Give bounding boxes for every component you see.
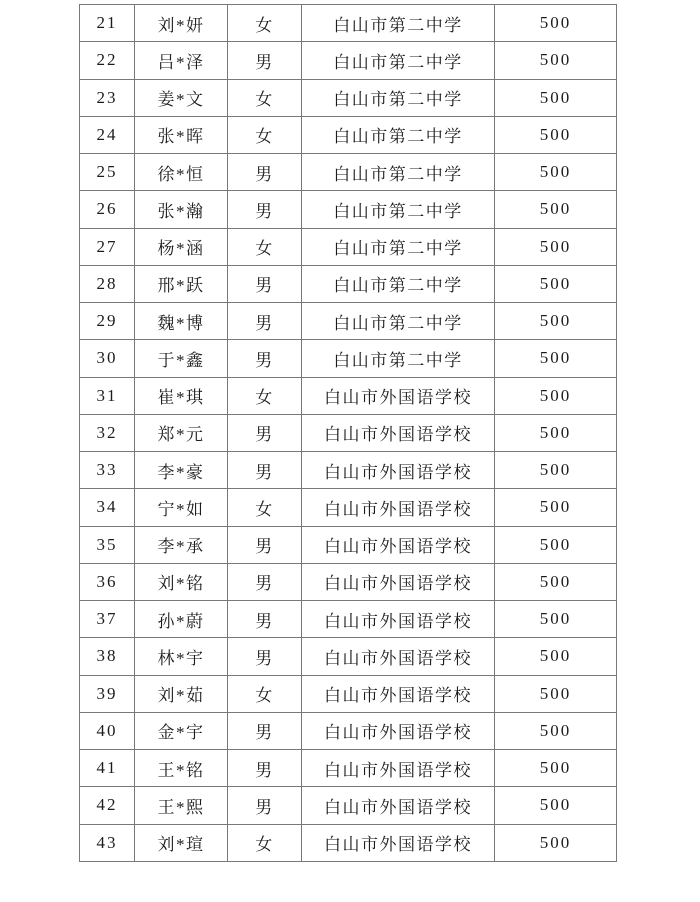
cell-index: 29 <box>80 303 135 340</box>
table-row <box>80 228 617 265</box>
cell-school: 白山市外国语学校 <box>302 563 495 600</box>
cell-index: 33 <box>80 452 135 489</box>
cell-gender: 女 <box>228 79 302 116</box>
cell-school: 白山市第二中学 <box>302 228 495 265</box>
table-row <box>80 340 617 377</box>
cell-index: 43 <box>80 824 135 861</box>
table-row <box>80 303 617 340</box>
cell-school: 白山市外国语学校 <box>302 377 495 414</box>
table-row <box>80 414 617 451</box>
cell-school: 白山市外国语学校 <box>302 750 495 787</box>
table-row <box>80 377 617 414</box>
cell-gender: 女 <box>228 489 302 526</box>
cell-gender: 女 <box>228 228 302 265</box>
cell-school: 白山市外国语学校 <box>302 638 495 675</box>
cell-school: 白山市第二中学 <box>302 340 495 377</box>
table-row <box>80 638 617 675</box>
cell-amount: 500 <box>495 5 617 42</box>
cell-amount: 500 <box>495 116 617 153</box>
cell-index: 42 <box>80 787 135 824</box>
cell-school: 白山市外国语学校 <box>302 712 495 749</box>
cell-gender: 男 <box>228 191 302 228</box>
cell-name: 邢*跃 <box>135 265 228 302</box>
cell-school: 白山市第二中学 <box>302 265 495 302</box>
cell-index: 25 <box>80 154 135 191</box>
cell-school: 白山市外国语学校 <box>302 489 495 526</box>
cell-gender: 女 <box>228 824 302 861</box>
cell-school: 白山市外国语学校 <box>302 824 495 861</box>
cell-gender: 男 <box>228 303 302 340</box>
cell-school: 白山市第二中学 <box>302 116 495 153</box>
cell-amount: 500 <box>495 79 617 116</box>
table-row <box>80 563 617 600</box>
cell-name: 李*豪 <box>135 452 228 489</box>
cell-index: 40 <box>80 712 135 749</box>
table-row <box>80 452 617 489</box>
cell-name: 吕*泽 <box>135 42 228 79</box>
table-row <box>80 154 617 191</box>
cell-school: 白山市第二中学 <box>302 5 495 42</box>
cell-name: 孙*蔚 <box>135 601 228 638</box>
table-row <box>80 191 617 228</box>
cell-school: 白山市外国语学校 <box>302 526 495 563</box>
table-row <box>80 787 617 824</box>
cell-amount: 500 <box>495 340 617 377</box>
cell-name: 姜*文 <box>135 79 228 116</box>
cell-amount: 500 <box>495 712 617 749</box>
cell-school: 白山市第二中学 <box>302 42 495 79</box>
cell-index: 34 <box>80 489 135 526</box>
cell-index: 21 <box>80 5 135 42</box>
cell-school: 白山市外国语学校 <box>302 787 495 824</box>
cell-name: 张*晖 <box>135 116 228 153</box>
table-row <box>80 79 617 116</box>
cell-index: 37 <box>80 601 135 638</box>
cell-index: 35 <box>80 526 135 563</box>
cell-gender: 女 <box>228 675 302 712</box>
cell-name: 宁*如 <box>135 489 228 526</box>
cell-gender: 男 <box>228 712 302 749</box>
cell-index: 32 <box>80 414 135 451</box>
table-row <box>80 824 617 861</box>
table-row <box>80 116 617 153</box>
cell-school: 白山市第二中学 <box>302 79 495 116</box>
cell-school: 白山市外国语学校 <box>302 452 495 489</box>
cell-gender: 男 <box>228 787 302 824</box>
cell-amount: 500 <box>495 601 617 638</box>
cell-amount: 500 <box>495 638 617 675</box>
cell-name: 王*铭 <box>135 750 228 787</box>
cell-name: 金*宇 <box>135 712 228 749</box>
table-body <box>80 5 617 862</box>
cell-amount: 500 <box>495 787 617 824</box>
table-row <box>80 712 617 749</box>
cell-gender: 女 <box>228 377 302 414</box>
cell-amount: 500 <box>495 489 617 526</box>
cell-name: 刘*茹 <box>135 675 228 712</box>
cell-index: 36 <box>80 563 135 600</box>
cell-amount: 500 <box>495 526 617 563</box>
cell-name: 郑*元 <box>135 414 228 451</box>
cell-gender: 男 <box>228 265 302 302</box>
cell-index: 24 <box>80 116 135 153</box>
cell-school: 白山市第二中学 <box>302 154 495 191</box>
cell-amount: 500 <box>495 265 617 302</box>
cell-name: 崔*琪 <box>135 377 228 414</box>
cell-school: 白山市外国语学校 <box>302 675 495 712</box>
cell-amount: 500 <box>495 563 617 600</box>
cell-amount: 500 <box>495 42 617 79</box>
cell-amount: 500 <box>495 154 617 191</box>
cell-gender: 男 <box>228 638 302 675</box>
cell-name: 刘*瑄 <box>135 824 228 861</box>
cell-school: 白山市外国语学校 <box>302 414 495 451</box>
table-row <box>80 750 617 787</box>
cell-index: 26 <box>80 191 135 228</box>
cell-name: 于*鑫 <box>135 340 228 377</box>
cell-gender: 女 <box>228 116 302 153</box>
cell-gender: 男 <box>228 526 302 563</box>
cell-index: 41 <box>80 750 135 787</box>
cell-school: 白山市外国语学校 <box>302 601 495 638</box>
cell-name: 刘*铭 <box>135 563 228 600</box>
cell-index: 28 <box>80 265 135 302</box>
cell-name: 王*熙 <box>135 787 228 824</box>
cell-index: 30 <box>80 340 135 377</box>
table-row <box>80 601 617 638</box>
cell-name: 李*承 <box>135 526 228 563</box>
table-row <box>80 5 617 42</box>
cell-index: 27 <box>80 228 135 265</box>
cell-gender: 男 <box>228 750 302 787</box>
cell-index: 23 <box>80 79 135 116</box>
cell-gender: 女 <box>228 5 302 42</box>
cell-name: 徐*恒 <box>135 154 228 191</box>
table-row <box>80 265 617 302</box>
cell-school: 白山市第二中学 <box>302 303 495 340</box>
cell-amount: 500 <box>495 675 617 712</box>
cell-school: 白山市第二中学 <box>302 191 495 228</box>
table-row <box>80 526 617 563</box>
table-row <box>80 42 617 79</box>
cell-name: 杨*涵 <box>135 228 228 265</box>
table-row <box>80 489 617 526</box>
cell-name: 张*瀚 <box>135 191 228 228</box>
cell-amount: 500 <box>495 824 617 861</box>
cell-name: 林*宇 <box>135 638 228 675</box>
cell-amount: 500 <box>495 377 617 414</box>
cell-amount: 500 <box>495 228 617 265</box>
cell-gender: 男 <box>228 340 302 377</box>
cell-index: 39 <box>80 675 135 712</box>
cell-gender: 男 <box>228 563 302 600</box>
table-row <box>80 675 617 712</box>
cell-index: 31 <box>80 377 135 414</box>
cell-amount: 500 <box>495 750 617 787</box>
cell-index: 22 <box>80 42 135 79</box>
cell-gender: 男 <box>228 154 302 191</box>
cell-name: 魏*博 <box>135 303 228 340</box>
cell-amount: 500 <box>495 414 617 451</box>
cell-amount: 500 <box>495 452 617 489</box>
student-subsidy-table <box>79 4 617 862</box>
cell-gender: 男 <box>228 414 302 451</box>
cell-gender: 男 <box>228 452 302 489</box>
cell-index: 38 <box>80 638 135 675</box>
cell-gender: 男 <box>228 601 302 638</box>
cell-name: 刘*妍 <box>135 5 228 42</box>
cell-amount: 500 <box>495 191 617 228</box>
cell-amount: 500 <box>495 303 617 340</box>
cell-gender: 男 <box>228 42 302 79</box>
